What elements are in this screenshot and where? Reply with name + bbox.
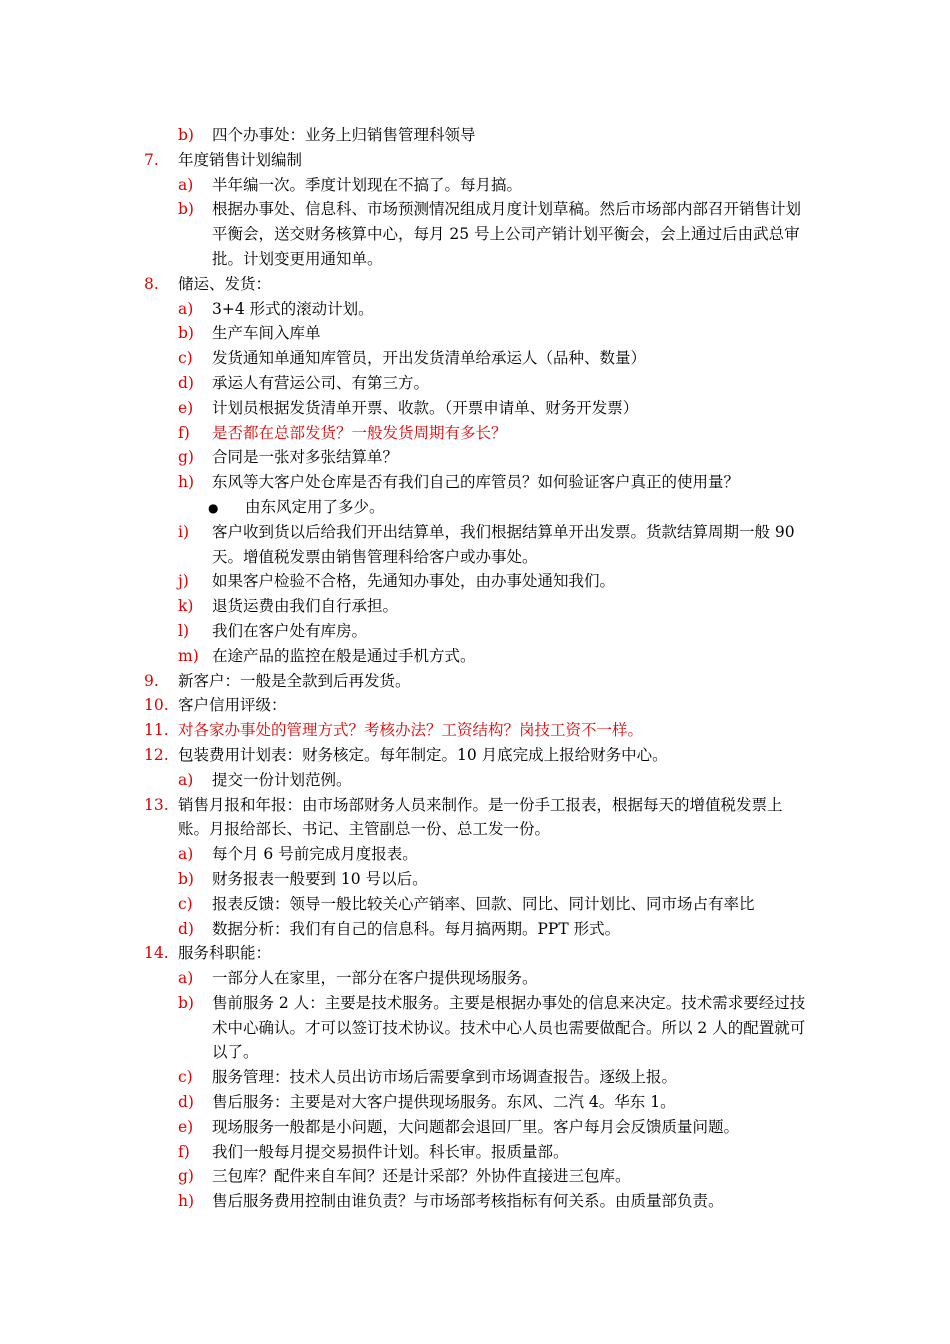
list-item-section	[0, 941, 950, 966]
list-item-text: 现场服务一般都是小问题，大问题都会退回厂里。客户每月会反馈质量问题。	[212, 1117, 740, 1136]
list-item-text: 承运人有营运公司、有第三方。	[212, 373, 430, 392]
list-item-text: 由东风定用了多少。	[245, 497, 385, 516]
bullet-icon: ●	[208, 500, 219, 515]
list-item-text: 售后服务费用控制由谁负责？与市场部考核指标有何关系。由质量部负责。	[212, 1192, 724, 1211]
list-item-text: 根据办事处、信息科、市场预测情况组成月度计划草稿。然后市场部内部召开销售计划平衡会，送交财务核算中心，每月 25 号上公司产销计划平衡会，会上通过后由武总审批。计划变更用通知单。	[212, 200, 802, 268]
list-item-text: 生产车间入库单	[212, 324, 321, 343]
list-marker: b)	[178, 126, 194, 144]
list-marker: a)	[178, 845, 194, 864]
list-item	[0, 197, 950, 271]
list-item	[0, 991, 950, 1065]
list-item-text: 三包库？配件来自车间？还是计采部？外协件直接进三包库。	[212, 1167, 631, 1186]
list-item-text: 财务报表一般要到 10 号以后。	[212, 869, 428, 888]
list-marker: a)	[178, 969, 194, 988]
list-item	[0, 1189, 950, 1214]
list-marker: 7.	[144, 150, 159, 169]
list-marker: c)	[178, 349, 193, 368]
list-item-text: 发货通知单通知库管员，开出发货清单给承运人（品种、数量）	[212, 349, 647, 368]
list-marker: 8.	[144, 274, 159, 293]
list-item-text: 包装费用计划表：财务核定。每年制定。10 月底完成上报给财务中心。	[178, 745, 668, 764]
list-item-text: 我们一般每月提交易损件计划。科长审。报质量部。	[212, 1142, 569, 1161]
list-marker: h)	[178, 1192, 195, 1211]
list-item	[0, 569, 950, 594]
document-body	[0, 123, 950, 1214]
list-marker: 13.	[144, 795, 169, 814]
list-item-text: 合同是一张对多张结算单？	[212, 448, 399, 467]
list-item	[0, 619, 950, 644]
list-item	[0, 892, 950, 917]
list-marker: k)	[178, 597, 194, 616]
list-item-text: 售后服务：主要是对大客户提供现场服务。东风、二汽 4。华东 1。	[212, 1093, 676, 1112]
list-item-text: 如果客户检验不合格，先通知办事处，由办事处通知我们。	[212, 572, 616, 591]
list-item	[0, 842, 950, 867]
list-item	[0, 966, 950, 991]
list-item-text: 售前服务 2 人：主要是技术服务。主要是根据办事处的信息来决定。技术需求要经过技术中心确认。才可以签订技术协议。技术中心人员也需要做配合。所以 2 人的配置就可以了。	[212, 993, 806, 1062]
list-item-text: 储运、发货：	[178, 274, 272, 293]
list-item	[0, 594, 950, 619]
list-marker: b)	[178, 200, 194, 219]
list-item-text: 对各家办事处的管理方式？考核办法？工资结构？岗技工资不一样。	[178, 721, 644, 740]
list-item	[0, 1065, 950, 1090]
list-item	[0, 421, 950, 446]
list-marker: e)	[178, 1117, 194, 1136]
list-item-text: 是否都在总部发货？一般发货周期有多长？	[212, 423, 507, 442]
list-item-section	[0, 148, 950, 173]
list-item-text: 3+4 形式的滚动计划。	[212, 299, 374, 318]
list-item	[0, 346, 950, 371]
list-marker: b)	[178, 324, 194, 343]
list-marker: a)	[178, 770, 194, 789]
list-item-text: 年度销售计划编制	[178, 150, 303, 169]
list-marker: h)	[178, 473, 195, 492]
list-item	[0, 917, 950, 942]
list-item-text: 退货运费由我们自行承担。	[212, 597, 399, 616]
list-item-text: 客户收到货以后给我们开出结算单，我们根据结算单开出发票。货款结算周期一般 90 天。增值税发票由销售管理科给客户或办事处。	[212, 522, 795, 566]
list-item-text: 新客户：一般是全款到后再发货。	[178, 671, 411, 690]
list-marker: 11.	[144, 721, 169, 740]
list-item	[0, 1140, 950, 1165]
list-item	[0, 396, 950, 421]
list-marker: a)	[178, 299, 194, 318]
list-item-text: 服务管理：技术人员出访市场后需要拿到市场调查报告。逐级上报。	[212, 1068, 678, 1087]
list-marker: d)	[178, 1093, 194, 1112]
list-item-text: 东风等大客户处仓库是否有我们自己的库管员？如何验证客户真正的使用量？	[212, 473, 740, 492]
list-item-text: 计划员根据发货清单开票、收款。（开票申请单、财务开发票）	[212, 398, 639, 417]
list-marker: 14.	[144, 944, 169, 963]
list-marker: b)	[178, 869, 194, 888]
list-item	[0, 867, 950, 892]
list-marker: l)	[178, 621, 190, 640]
list-marker: c)	[178, 1068, 193, 1087]
list-item-text: 我们在客户处有库房。	[212, 621, 368, 640]
list-item-text: 服务科职能：	[178, 944, 272, 963]
list-marker: b)	[178, 993, 194, 1012]
list-item	[0, 768, 950, 793]
list-item	[0, 297, 950, 322]
list-marker: f)	[178, 1142, 190, 1161]
list-item-text: 数据分析：我们有自己的信息科。每月搞两期。PPT 形式。	[212, 919, 621, 938]
list-item-text: 每个月 6 号前完成月度报表。	[212, 845, 418, 864]
list-marker: c)	[178, 894, 193, 913]
list-marker: 12.	[144, 745, 169, 764]
list-item	[0, 371, 950, 396]
list-item-text: 一部分人在家里，一部分在客户提供现场服务。	[212, 969, 538, 988]
list-item-text: 报表反馈：领导一般比较关心产销率、回款、同比、同计划比、同市场占有率比	[212, 894, 755, 913]
list-item	[0, 470, 950, 495]
list-item-section	[0, 793, 950, 843]
list-item-section	[0, 743, 950, 768]
list-item-bullet	[0, 495, 950, 520]
list-marker: 10.	[144, 696, 169, 715]
list-item	[0, 520, 950, 570]
list-item-text: 半年编一次。季度计划现在不搞了。每月搞。	[212, 175, 523, 194]
list-marker: 9.	[144, 671, 159, 690]
list-marker: j)	[178, 572, 189, 591]
list-item	[0, 1164, 950, 1189]
list-item-text: 客户信用评级：	[178, 696, 287, 715]
list-item	[0, 1115, 950, 1140]
list-marker: f)	[178, 423, 190, 442]
list-item	[0, 1090, 950, 1115]
list-item	[0, 321, 950, 346]
list-item-text: 提交一份计划范例。	[212, 770, 352, 789]
list-item-text: 销售月报和年报：由市场部财务人员来制作。是一份手工报表，根据每天的增值税发票上账。月报给部长、书记、主管副总一份、总工发一份。	[178, 795, 783, 839]
list-item-section	[0, 669, 950, 694]
list-marker: a)	[178, 175, 194, 194]
list-marker: m)	[178, 646, 199, 665]
list-marker: d)	[178, 373, 194, 392]
list-item-section	[0, 693, 950, 718]
list-marker: i)	[178, 522, 190, 541]
list-marker: e)	[178, 398, 194, 417]
list-item-section	[0, 718, 950, 743]
list-marker: g)	[178, 448, 194, 467]
list-item-section	[0, 272, 950, 297]
list-item	[0, 173, 950, 198]
list-marker: g)	[178, 1167, 194, 1186]
list-item-text: 在途产品的监控在般是通过手机方式。	[212, 646, 476, 665]
list-marker: d)	[178, 919, 194, 938]
list-item	[0, 123, 950, 148]
list-item	[0, 644, 950, 669]
list-item	[0, 445, 950, 470]
list-item-text: 四个办事处：业务上归销售管理科领导	[212, 126, 476, 144]
